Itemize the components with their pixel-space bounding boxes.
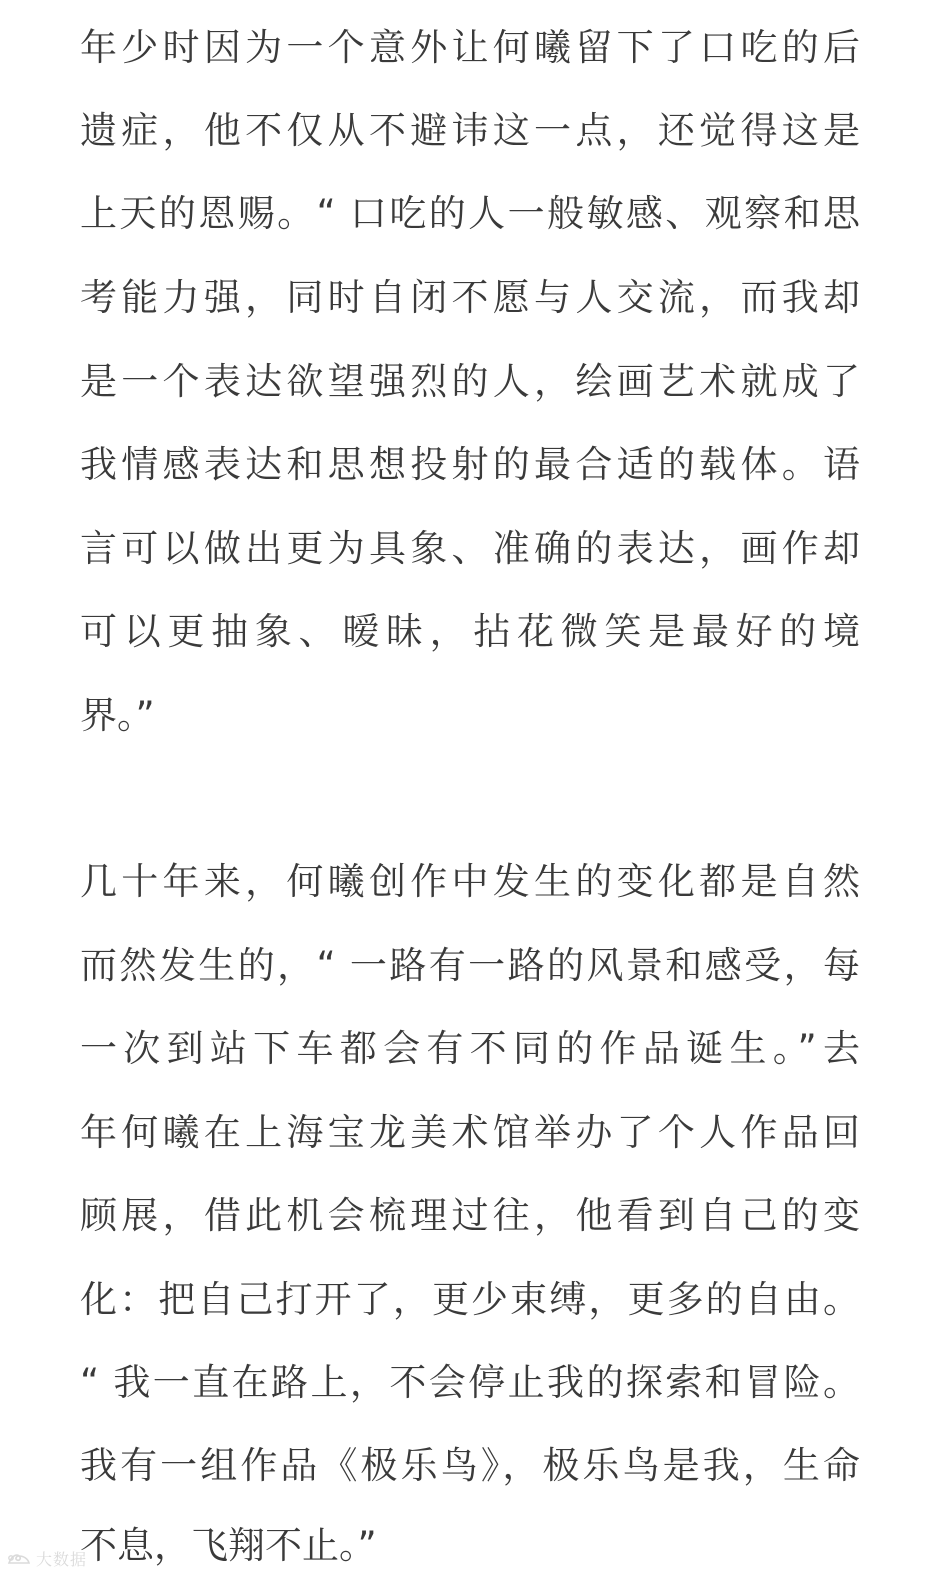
paragraph-line: “ 我一直在路上，不会停止我的探索和冒险。 bbox=[80, 1361, 860, 1404]
paragraph-line: 年何曦在上海宝龙美术馆举办了个人作品回 bbox=[80, 1111, 860, 1154]
paragraph-line: 顾展，借此机会梳理过往，他看到自己的变 bbox=[80, 1194, 860, 1237]
paragraph-line: 我情感表达和思想投射的最合适的载体。语 bbox=[80, 443, 860, 486]
paragraph-line: 几十年来，何曦创作中发生的变化都是自然 bbox=[80, 860, 860, 903]
paragraph-line: 是一个表达欲望强烈的人，绘画艺术就成了 bbox=[80, 360, 860, 403]
swan-logo-icon bbox=[6, 1549, 32, 1567]
paragraph-line: 遗症，他不仅从不避讳这一点，还觉得这是 bbox=[80, 109, 860, 152]
paragraph-line: 化：把自己打开了，更少束缚，更多的自由。 bbox=[80, 1278, 860, 1321]
watermark bbox=[6, 1546, 87, 1570]
paragraph-line: 我有一组作品《极乐鸟》，极乐鸟是我，生命 bbox=[80, 1444, 860, 1487]
paragraph-line: 考能力强，同时自闭不愿与人交流，而我却 bbox=[80, 276, 860, 319]
paragraph-line: 言可以做出更为具象、准确的表达，画作却 bbox=[80, 527, 860, 570]
paragraph-line: 上天的恩赐。“ 口吃的人一般敏感、观察和思 bbox=[80, 192, 860, 235]
paragraph-line: 年少时因为一个意外让何曦留下了口吃的后 bbox=[80, 26, 860, 69]
paragraph-line: 界。” bbox=[80, 694, 155, 737]
paragraph-line: 不息，飞翔不止。” bbox=[80, 1524, 377, 1567]
paragraph-line: 可以更抽象、暧昧，拈花微笑是最好的境 bbox=[80, 610, 860, 653]
watermark-text: 大数据 bbox=[36, 1549, 88, 1569]
paragraph-line: 一次到站下车都会有不同的作品诞生。”去 bbox=[80, 1027, 860, 1070]
paragraph-line: 而然发生的，“ 一路有一路的风景和感受，每 bbox=[80, 944, 860, 987]
